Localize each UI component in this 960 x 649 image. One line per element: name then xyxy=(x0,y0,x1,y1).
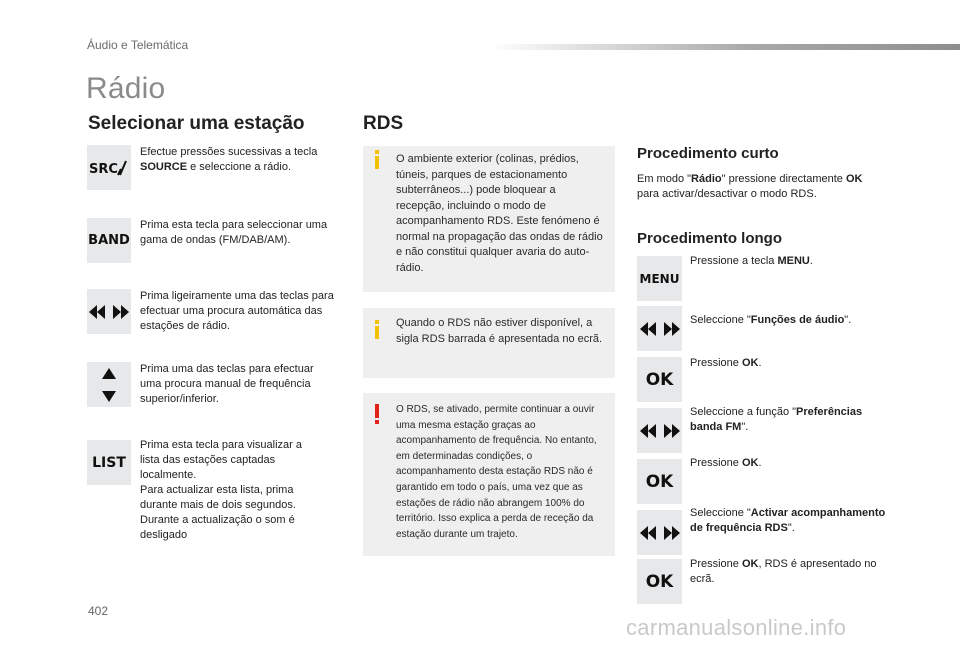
long-step-7-text: Pressione OK, RDS é apresentado no ecrã. xyxy=(690,558,877,585)
left-item-3-text: Prima ligeiramente uma das teclas para efectuar uma procura automática das estações de rádio. xyxy=(140,290,334,332)
seek-arrows-icon xyxy=(637,510,682,555)
src-glyph xyxy=(89,157,129,179)
long-step-2-text: Seleccione "Funções de áudio". xyxy=(690,314,852,326)
short-procedure-text: Em modo "Rádio" pressione directamente OK para activar/desactivar o modo RDS. xyxy=(637,173,863,200)
long-step-3-text: Pressione OK. xyxy=(690,357,762,369)
seek-arrows-icon xyxy=(637,408,682,453)
list-button-icon: LIST xyxy=(87,440,131,485)
left-item-1-text: Efectue pressões sucessivas a tecla SOURCE e seleccione a rádio. xyxy=(140,146,318,173)
seek-arrows-icon xyxy=(87,289,131,334)
warning-note-text: O RDS, se ativado, permite continuar a ouvir uma mesma estação graças ao acompanhamento de frequência. No entanto, em determinadas condições, o acompanhamento desta estação RDS não é garantido em todo o país, uma vez que as estações de rádio não abrangem 100% do território. Isso explica a perda de receção da estação durante um trajeto. xyxy=(396,404,597,540)
src-button-icon xyxy=(87,145,131,190)
svg-text:SRC: SRC xyxy=(89,161,118,177)
warning-icon xyxy=(375,404,381,426)
up-down-arrows-icon xyxy=(87,362,131,407)
section-header: Áudio e Telemática xyxy=(87,38,189,52)
ok-button-icon: OK xyxy=(637,559,682,604)
info-note-2-text: Quando o RDS não estiver disponível, a sigla RDS barrada é apresentada no ecrã. xyxy=(396,317,603,345)
long-step-1-text: Pressione a tecla MENU. xyxy=(690,255,813,267)
ok-button-icon: OK xyxy=(637,459,682,504)
short-procedure-heading: Procedimento curto xyxy=(637,145,779,162)
left-heading: Selecionar uma estação xyxy=(88,113,305,134)
rds-heading: RDS xyxy=(363,113,404,134)
page-number: 402 xyxy=(88,604,109,618)
menu-button-icon: MENU xyxy=(637,256,682,301)
seek-arrows-icon xyxy=(637,306,682,351)
long-step-5-text: Pressione OK. xyxy=(690,457,762,469)
info-icon xyxy=(375,320,381,340)
ok-button-icon: OK xyxy=(637,357,682,402)
page-title: Rádio xyxy=(86,72,166,105)
left-item-2-text: Prima esta tecla para seleccionar uma gama de ondas (FM/DAB/AM). xyxy=(140,219,328,246)
watermark: carmanualsonline.info xyxy=(626,615,847,640)
long-step-6-text: Seleccione "Activar acompanhamento de frequência RDS". xyxy=(690,507,886,534)
long-step-4-text: Seleccione a função "Preferências banda FM". xyxy=(690,406,863,433)
header-rule xyxy=(490,44,960,50)
band-button-icon: BAND xyxy=(87,218,131,263)
long-procedure-heading: Procedimento longo xyxy=(637,230,783,247)
left-item-4-text: Prima uma das teclas para efectuar uma procura manual de frequência superior/inferior. xyxy=(140,363,314,405)
left-item-5-text: Prima esta tecla para visualizar a lista das estações captadas localmente. Para actualizar esta lista, prima durante mais de dois segundos. Durante a actualização o som é desligado xyxy=(140,439,303,541)
info-note-1-text: O ambiente exterior (colinas, prédios, túneis, parques de estacionamento subterrâneos...) pode bloquear a recepção, incluindo o modo de acompanhamento RDS. Este fenómeno é normal na propagação das ondas de rádio e não constitui qualquer avaria do auto-rádio. xyxy=(396,153,603,274)
info-icon xyxy=(375,150,381,170)
